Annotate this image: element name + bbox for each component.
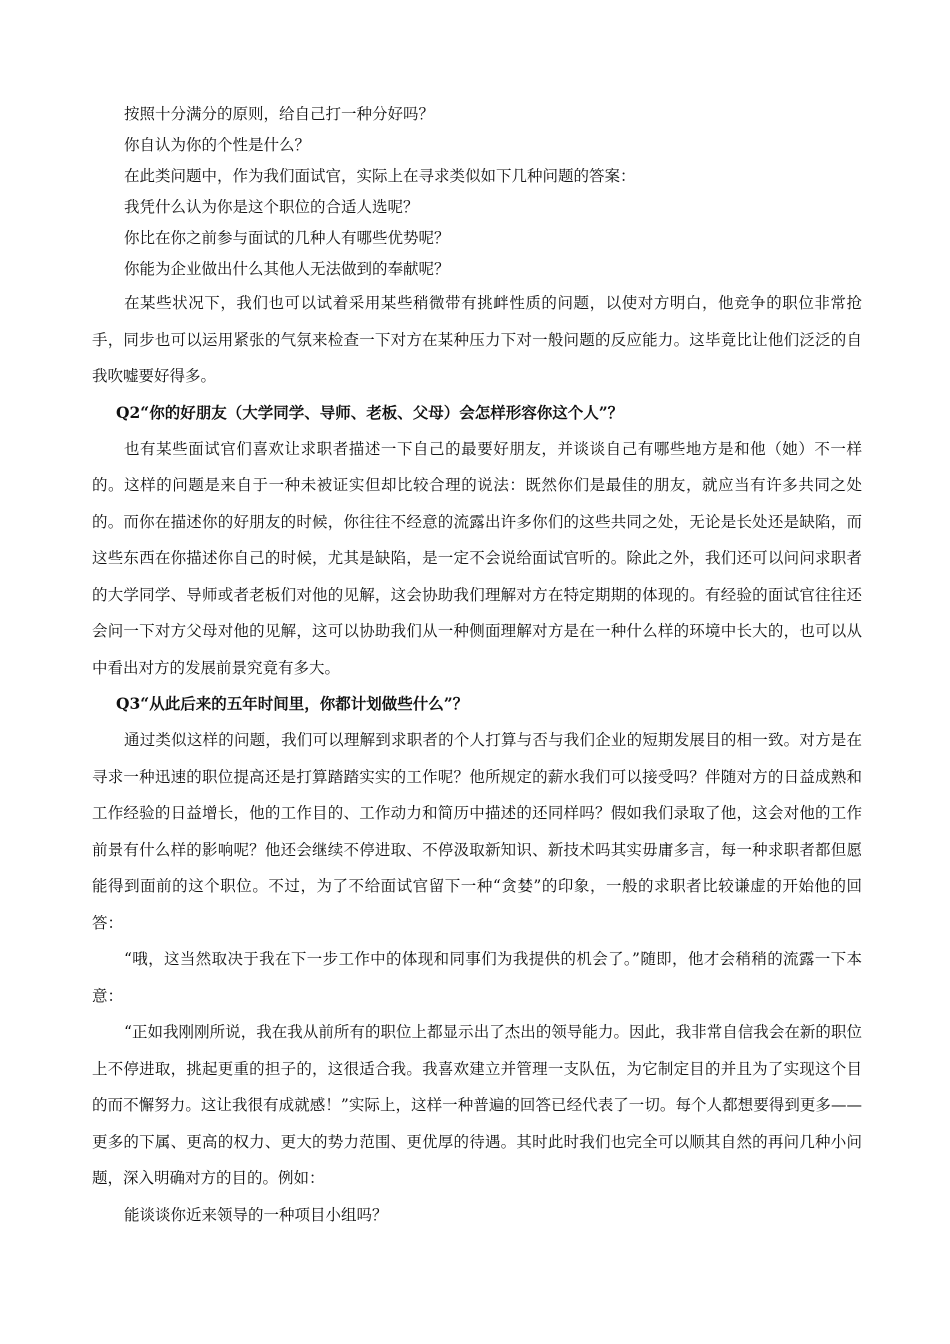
heading-q2: Q2“你的好朋友（大学同学、导师、老板、父母）会怎样形容你这个人”？ [116, 402, 624, 422]
heading-q3: Q3“从此后来的五年时间里，你都计划做些什么”？ [116, 694, 469, 713]
document-page [92, 99, 862, 1233]
paragraph-quote-leadership: “正如我刚刚所说，我在我从前所有的职位上都显示出了杰出的领导能力。因此，我非常自信我会在新的职位上不停进取，挑起更重的担子的，这很适合我。我喜欢建立并管理一支队伍，为它制定目的并且为了实现这个目的而不懈努力。这让我很有成就感！”实际上，这样一种普遍的回答已经代表了一切。每个人都想要得到更多——更多的下属、更高的权力、更大的势力范围、更优厚的待遇。其时此时我们也完全可以顺其自然的再问几种小问题，深入明确对方的目的。例如： [92, 1023, 862, 1187]
question-line-advantage: 你比在你之前参与面试的几种人有哪些优势呢？ [124, 229, 450, 247]
question-line-contribution: 你能为企业做出什么其他人无法做到的奉献呢？ [124, 260, 450, 278]
question-line-score: 按照十分满分的原则，给自己打一种分好吗？ [124, 105, 435, 123]
question-line-personality: 你自认为你的个性是什么？ [124, 136, 311, 154]
question-line-intro: 在此类问题中，作为我们面试官，实际上在寻求类似如下几种问题的答案： [124, 167, 636, 185]
paragraph-provocative: 在某些状况下，我们也可以试着采用某些稍微带有挑衅性质的问题，以使对方明白，他竞争的职位非常抢手，同步也可以运用紧张的气氛来检查一下对方在某种压力下对一般问题的反应能力。这毕竟比让他们泛泛的自我吹嘘要好得多。 [92, 294, 862, 385]
paragraph-five-years: 通过类似这样的问题，我们可以理解到求职者的个人打算与否与我们企业的短期发展目的相一致。对方是在寻求一种迅速的职位提高还是打算踏踏实实的工作呢？他所规定的薪水我们可以接受吗？伴随对方的日益成熟和工作经验的日益增长，他的工作目的、工作动力和简历中描述的还同样吗？假如我们录取了他，这会对他的工作前景有什么样的影响呢？他还会继续不停进取、不停汲取新知识、新技术吗其实毋庸多言，每一种求职者都但愿能得到面前的这个职位。不过，为了不给面试官留下一种“贪婪”的印象，一般的求职者比较谦虚的开始他的回答： [92, 731, 862, 932]
question-line-suitable: 我凭什么认为你是这个职位的合适人选呢？ [124, 198, 419, 216]
paragraph-friends: 也有某些面试官们喜欢让求职者描述一下自己的最要好朋友，并谈谈自己有哪些地方是和他（她）不一样的。这样的问题是来自于一种未被证实但却比较合理的说法：既然你们是最佳的朋友，就应当有许多共同之处的。而你在描述你的好朋友的时候，你往往不经意的流露出许多你们的这些共同之处，无论是长处还是缺陷，而这些东西在你描述你自己的时候，尤其是缺陷，是一定不会说给面试官听的。除此之外，我们还可以问问求职者的大学同学、导师或者老板们对他的见解，这会协助我们理解对方在特定期期的体现的。有经验的面试官往往还会问一下对方父母对他的见解，这可以协助我们从一种侧面理解对方是在一种什么样的环境中长大的，也可以从中看出对方的发展前景究竟有多大。 [92, 439, 862, 677]
question-line-project-team: 能谈谈你近来领导的一种项目小组吗？ [124, 1205, 388, 1224]
paragraph-quote-opportunity: “哦，这当然取决于我在下一步工作中的体现和同事们为我提供的机会了。”随即，他才会稍稍的流露一下本意： [92, 950, 862, 1005]
